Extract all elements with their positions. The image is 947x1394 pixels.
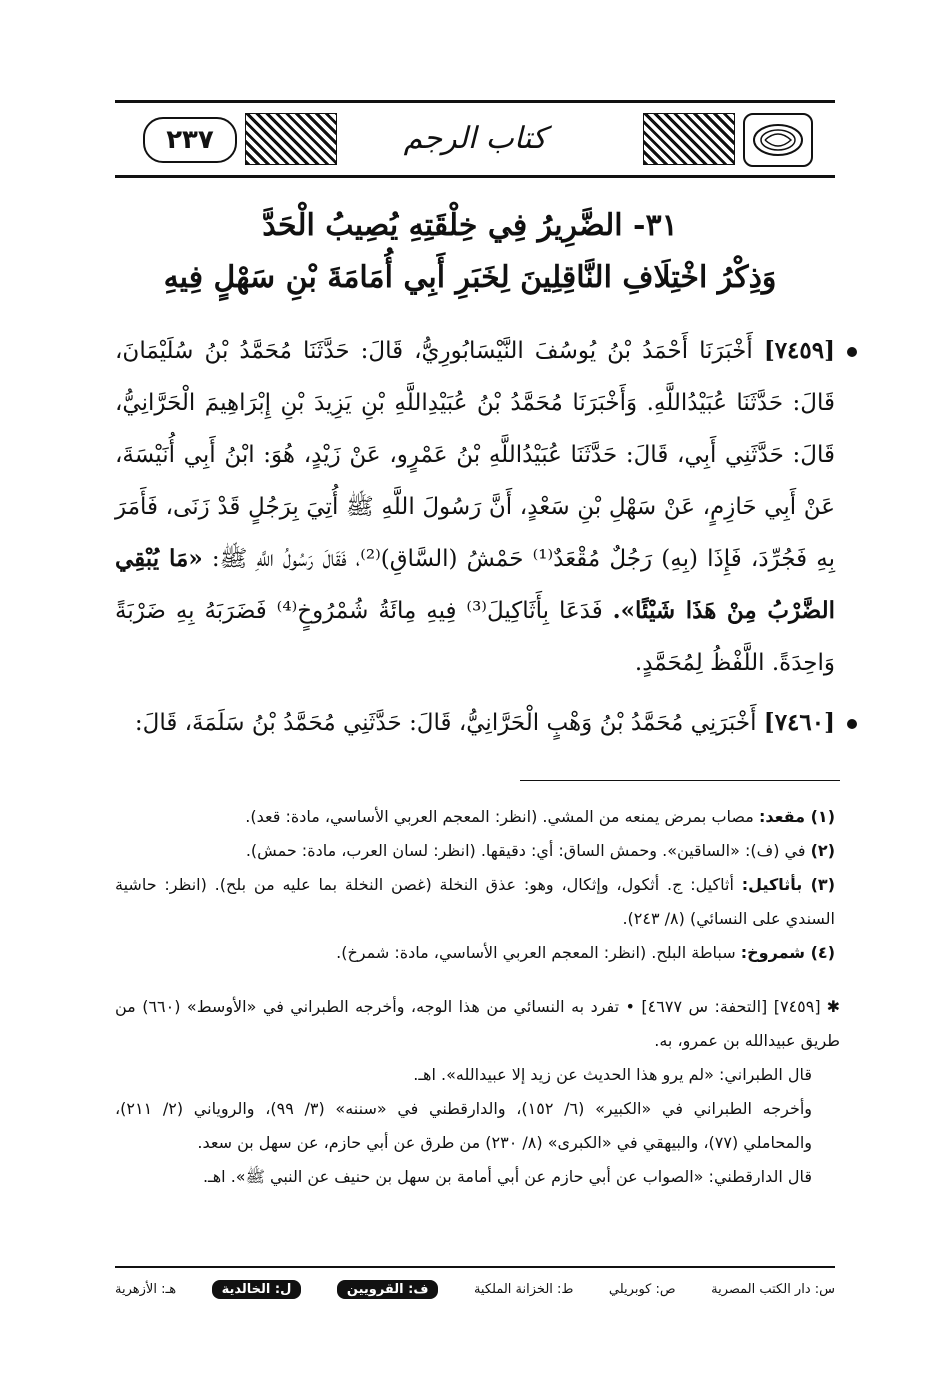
hadith-entry xyxy=(115,325,835,689)
footnote: (١) مقعد: مصاب بمرض يمنعه من المشي. (انظر: المعجم العربي الأساسي، مادة: قعد). xyxy=(245,807,835,826)
hadith-quote: «مَا يُبْقِي الضَّرْبُ مِنْ هَذَا شَيْئًا». xyxy=(115,545,836,624)
footnote: (٢) في (ف): «الساقين». وحمش الساق: أي: دقيقها. (انظر: لسان العرب، مادة: حمش). xyxy=(245,841,835,860)
source-t: ط: الخزانة الملكية xyxy=(473,1281,574,1297)
source-f: ف: القرويين xyxy=(337,1280,439,1299)
takhrij-line: ✱[٧٤٥٩] [التحفة: س ٤٦٧٧] • تفرد به النسائي من هذا الوجه، وأخرجه الطبراني في «الأوسط» (٦٦٠) من طريق عبيدالله بن عمرو، به. xyxy=(115,997,841,1050)
footnote: (٤) شمروخ: سباطة البلح. (انظر: المعجم العربي الأساسي، مادة: شمرخ). xyxy=(336,943,835,962)
asterisk-icon: ✱ xyxy=(826,997,841,1016)
chapter-title-line2: وَذِكْرُ اخْتِلَافِ النَّاقِلِينَ لِخَبَرِ أَبِي أُمَامَةَ بْنِ سَهْلٍ فِيهِ xyxy=(163,260,777,295)
hadith-number: [٧٤٥٩] xyxy=(763,337,836,364)
hadith-text-end: فَدَعَا بِأَثَاكِيلَ⁽³⁾ فِيهِ مِائَةُ شُمْرُوخٍ⁽⁴⁾ فَضَرَبَهُ بِهِ ضَرْبَةً وَاحِدَةً. اللَّفْظُ لِمُحَمَّدٍ. xyxy=(115,598,835,676)
page-header xyxy=(115,100,835,178)
book-title: كتاب الرجم xyxy=(403,120,547,156)
main-text xyxy=(115,325,835,757)
source-s: س: دار الكتب المصرية xyxy=(711,1281,835,1297)
takhrij-line: وأخرجه الطبراني في «الكبير» (٦/ ١٥٢)، والدارقطني في «سننه» (٣/ ٩٩)، والروياني (٢/ ٢١١)، والمحاملي (٧٧)، والبيهقي في «الكبرى» (٨/ ٢٣٠) من طرق عن أبي حازم، عن سهل بن سعد. xyxy=(115,1099,813,1152)
footnote: (٣) بأثاكيل: أثاكيل: ج. أثكول، وإثكال، وهو: عذق النخلة (غصن النخلة بما عليه من بلح). (انظر: حاشية السندي على النسائي) (٨/ ٢٤٣). xyxy=(115,875,835,928)
bullet-icon xyxy=(847,719,857,729)
hadith-text: أَخْبَرَنَا أَحْمَدُ بْنُ يُوسُفَ النَّيْسَابُورِيُّ، قَالَ: حَدَّثَنَا مُحَمَّدُ بْنُ سُلَيْمَانَ، قَالَ: حَدَّثَنَا عُبَيْدُاللَّهِ. وَأَخْبَرَنَا مُحَمَّدُ بْنُ عُبَيْدِاللَّهِ بْنِ يَزِيدَ بْنِ إِبْرَاهِيمَ الْحَرَّانِيُّ، قَالَ: حَدَّثَنِي أَبِي، قَالَ: حَدَّثَنَا عُبَيْدُاللَّهِ بْنُ عَمْرٍو، عَنْ زَيْدٍ، هُوَ: ابْنُ أَبِي أُنَيْسَةَ، عَنْ أَبِي حَازِمٍ، عَنْ سَهْلِ بْنِ سَعْدٍ، أَنَّ رَسُولَ اللَّهِ ﷺ أُتِيَ بِرَجُلٍ قَدْ زَنَى، فَأَمَرَ بِهِ فَجُرِّدَ، فَإِذَا (بِهِ) رَجُلٌ مُقْعَدٌ⁽¹⁾ حَمْشُ (السَّاقِ)⁽²⁾، فَقَالَ رَسُولُ اللَّهِ ﷺ: xyxy=(115,338,835,572)
footnotes xyxy=(115,800,835,970)
chapter-title-line1: ٣١- الضَّرِيرُ فِي خِلْقَتِهِ يُصِيبُ الْحَدَّ xyxy=(262,208,678,243)
hadith-entry xyxy=(115,697,835,749)
header-ornament-right xyxy=(643,113,735,165)
source-l: ل: الخالدية xyxy=(212,1280,302,1299)
takhrij-line: قال الدارقطني: «الصواب عن أبي حازم عن أبي أمامة بن سهل بن حنيف عن النبي ﷺ». اهـ. xyxy=(202,1167,812,1186)
footnote-separator xyxy=(520,780,840,781)
takhrij-line: قال الطبراني: «لم يرو هذا الحديث عن زيد إلا عبيدالله». اهـ. xyxy=(413,1065,812,1084)
page-number: ٢٣٧ xyxy=(143,117,237,163)
hadith-text: أَخْبَرَنِي مُحَمَّدُ بْنُ وَهْبٍ الْحَرَّانِيُّ، قَالَ: حَدَّثَنِي مُحَمَّدُ بْنُ سَلَمَةَ، قَالَ: xyxy=(134,710,757,736)
hadith-number: [٧٤٦٠] xyxy=(763,709,835,736)
bottom-rule xyxy=(115,1266,835,1268)
source-s2: ص: كوبريلي xyxy=(608,1281,676,1297)
source-h: هـ: الأزهرية xyxy=(115,1281,177,1297)
takhrij-section xyxy=(115,990,840,1194)
publisher-emblem-icon xyxy=(743,113,813,167)
header-ornament-left xyxy=(245,113,337,165)
manuscript-sources xyxy=(115,1274,835,1304)
bullet-icon xyxy=(847,347,857,357)
chapter-heading xyxy=(120,200,820,304)
